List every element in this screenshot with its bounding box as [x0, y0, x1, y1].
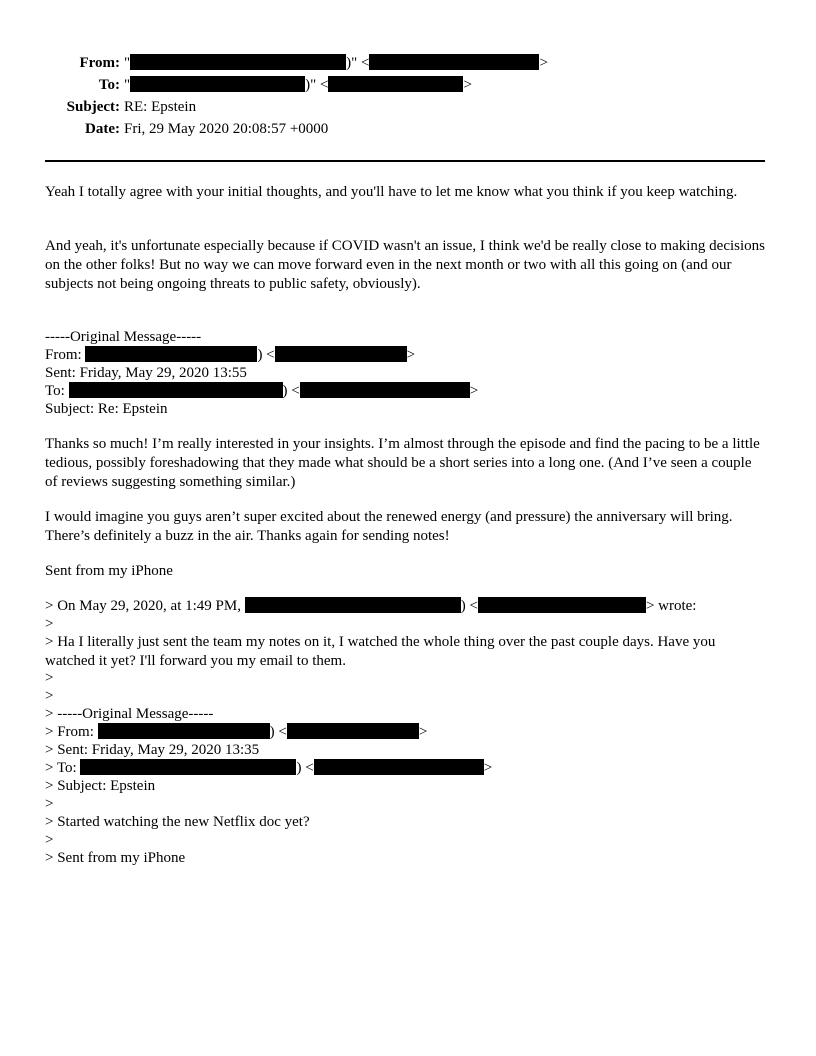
quoted-empty-line: >	[45, 616, 54, 632]
redaction-box	[275, 346, 407, 362]
original-paragraph-1: Thanks so much! I’m really interested in your insights. I’m almost through the episode and find the pacing to be a little tedious, possibly foreshadowing that they made what should be a short series into a long one. (And I’ve seen a couple of reviews suggesting something similar.)	[45, 436, 760, 490]
redaction-box	[80, 759, 296, 775]
original-signature: Sent from my iPhone	[45, 563, 173, 579]
original-paragraph-2: I would imagine you guys aren’t super excited about the renewed energy (and pressure) the anniversary will bring. There’s definitely a buzz in the air. Thanks again for sending notes!	[45, 509, 733, 544]
redaction-box	[287, 723, 419, 739]
original-to-line: To: ) < >	[45, 383, 479, 399]
header-from-value: " )" < >	[124, 55, 548, 71]
redaction-box	[85, 346, 257, 362]
header-divider	[45, 160, 765, 162]
redaction-box	[328, 76, 463, 92]
redaction-box	[98, 723, 270, 739]
quoted-from-line: > From: ) < >	[45, 724, 428, 740]
header-date-value: Fri, 29 May 2020 20:08:57 +0000	[124, 121, 329, 137]
quoted-message: > Started watching the new Netflix doc yet?	[45, 814, 310, 830]
redaction-box	[300, 382, 470, 398]
header-subject-value: RE: Epstein	[124, 99, 197, 115]
reply-paragraph-2: And yeah, it's unfortunate especially because if COVID wasn't an issue, I think we'd be really close to making decisions on the other folks! But no way we can move forward even in the next month or two with all this going on (and our subjects not being ongoing threats to public safety, obviously).	[45, 238, 765, 292]
quoted-to-line: > To: ) < >	[45, 760, 493, 776]
header-to-label: To:	[98, 77, 120, 93]
redaction-box	[130, 76, 305, 92]
quoted-empty-line: >	[45, 796, 54, 812]
redaction-box	[69, 382, 283, 398]
original-from-line: From: ) < >	[45, 347, 416, 363]
quoted-subject-line: > Subject: Epstein	[45, 778, 156, 794]
quoted-sent-line: > Sent: Friday, May 29, 2020 13:35	[45, 742, 260, 758]
redaction-box	[314, 759, 484, 775]
header-from-label: From:	[79, 55, 120, 71]
quoted-on-wrote-line: > On May 29, 2020, at 1:49 PM, ) < > wrote:	[45, 598, 697, 614]
header-subject-label: Subject:	[66, 99, 120, 115]
redaction-box	[245, 597, 461, 613]
original-subject-line: Subject: Re: Epstein	[45, 401, 168, 417]
header-to-value: " )" < >	[124, 77, 472, 93]
redaction-box	[130, 54, 346, 70]
header-date-label: Date:	[85, 121, 120, 137]
quoted-signature: > Sent from my iPhone	[45, 850, 186, 866]
redaction-box	[478, 597, 646, 613]
quoted-text: > Ha I literally just sent the team my notes on it, I watched the whole thing over the past couple days. Have you watched it yet? I'll forward you my email to them.	[45, 634, 716, 669]
quoted-separator: > -----Original Message-----	[45, 706, 214, 722]
redaction-box	[369, 54, 539, 70]
quoted-empty-line: >	[45, 688, 54, 704]
reply-paragraph-1: Yeah I totally agree with your initial thoughts, and you'll have to let me know what you think if you keep watching.	[45, 184, 738, 200]
quoted-empty-line: >	[45, 670, 54, 686]
quoted-empty-line: >	[45, 832, 54, 848]
original-sent-line: Sent: Friday, May 29, 2020 13:55	[45, 365, 247, 381]
original-separator: -----Original Message-----	[45, 329, 202, 345]
